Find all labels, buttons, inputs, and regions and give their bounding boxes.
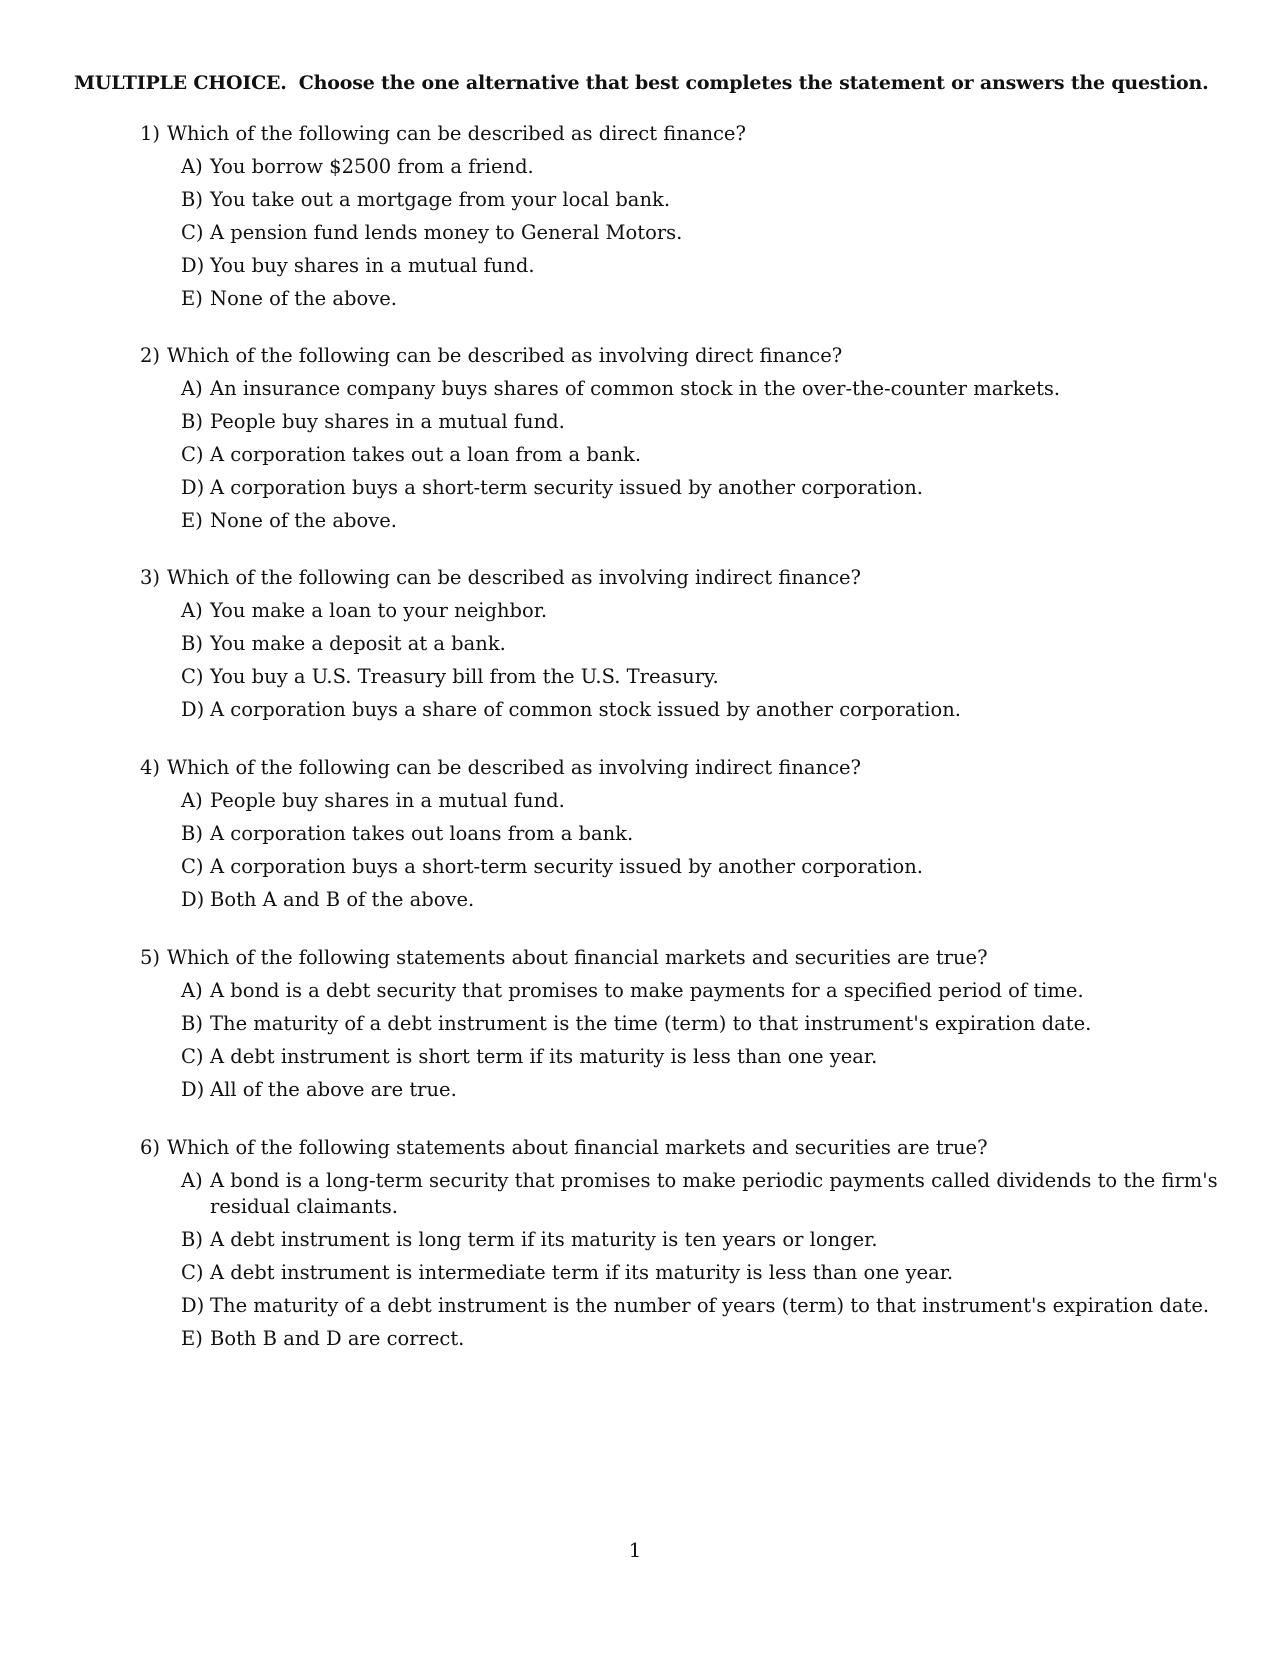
choice-letter: B) bbox=[181, 1012, 203, 1035]
choice-letter: E) bbox=[181, 509, 203, 532]
question-number: 5) bbox=[140, 946, 161, 969]
choice-letter: E) bbox=[181, 1327, 203, 1350]
choice-5d bbox=[181, 1078, 1140, 1102]
question-number: 1) bbox=[140, 122, 161, 145]
choice-letter: C) bbox=[181, 1045, 204, 1068]
choice-text: Both B and D are correct. bbox=[210, 1327, 465, 1350]
question-1 bbox=[140, 122, 1140, 311]
question-text: Which of the following can be described as involving indirect finance? bbox=[167, 566, 861, 589]
choice-text: You make a deposit at a bank. bbox=[210, 632, 506, 655]
choice-2e bbox=[181, 509, 1140, 533]
choice-text: None of the above. bbox=[210, 287, 397, 310]
choice-text: A debt instrument is intermediate term if its maturity is less than one year. bbox=[210, 1261, 954, 1284]
choice-letter: A) bbox=[181, 1169, 203, 1192]
choice-5b bbox=[181, 1012, 1140, 1036]
choice-text: People buy shares in a mutual fund. bbox=[210, 410, 565, 433]
choice-text: All of the above are true. bbox=[210, 1078, 457, 1101]
choice-text: You take out a mortgage from your local bank. bbox=[210, 188, 671, 211]
choice-1d bbox=[181, 254, 1140, 278]
choice-letter: B) bbox=[181, 188, 203, 211]
question-text: Which of the following statements about financial markets and securities are true? bbox=[167, 1136, 988, 1159]
choice-2c bbox=[181, 443, 1140, 467]
choice-text: You buy shares in a mutual fund. bbox=[210, 254, 535, 277]
header-instruction: Choose the one alternative that best completes the statement or answers the question. bbox=[298, 72, 1209, 94]
choice-6e bbox=[181, 1327, 1140, 1351]
choice-text: A corporation takes out a loan from a bank. bbox=[210, 443, 642, 466]
choice-letter: A) bbox=[181, 599, 203, 622]
choice-text: You make a loan to your neighbor. bbox=[210, 599, 548, 622]
choice-6a bbox=[181, 1169, 1218, 1193]
choice-3c bbox=[181, 665, 1140, 689]
choice-letter: B) bbox=[181, 1228, 203, 1251]
choice-text: A corporation buys a short-term security issued by another corporation. bbox=[210, 476, 923, 499]
choice-letter: C) bbox=[181, 443, 204, 466]
choice-letter: C) bbox=[181, 855, 204, 878]
choice-6a-continuation bbox=[181, 1195, 1140, 1219]
choice-text: A corporation takes out loans from a bank. bbox=[210, 822, 634, 845]
choice-5c bbox=[181, 1045, 1140, 1069]
choice-letter: E) bbox=[181, 287, 203, 310]
choice-3d bbox=[181, 698, 1140, 722]
choice-text: An insurance company buys shares of common stock in the over-the-counter markets. bbox=[210, 377, 1061, 400]
choice-text: A debt instrument is long term if its maturity is ten years or longer. bbox=[210, 1228, 878, 1251]
choice-letter: A) bbox=[181, 155, 203, 178]
question-text: Which of the following can be described as involving direct finance? bbox=[167, 344, 843, 367]
choice-text: A corporation buys a short-term security issued by another corporation. bbox=[210, 855, 923, 878]
question-number: 4) bbox=[140, 756, 161, 779]
question-text: Which of the following can be described as involving indirect finance? bbox=[167, 756, 861, 779]
question-2 bbox=[140, 344, 1140, 533]
choice-5a bbox=[181, 979, 1140, 1003]
question-3 bbox=[140, 566, 1140, 722]
choice-1c bbox=[181, 221, 1140, 245]
choice-text: A corporation buys a share of common stock issued by another corporation. bbox=[210, 698, 961, 721]
choice-4a bbox=[181, 789, 1140, 813]
header-lead: MULTIPLE CHOICE. bbox=[74, 72, 287, 94]
choice-2a bbox=[181, 377, 1140, 401]
choice-letter: B) bbox=[181, 410, 203, 433]
question-number: 3) bbox=[140, 566, 161, 589]
choice-letter: B) bbox=[181, 822, 203, 845]
choice-letter: C) bbox=[181, 665, 204, 688]
choice-3b bbox=[181, 632, 1140, 656]
choice-text: You buy a U.S. Treasury bill from the U.S. Treasury. bbox=[210, 665, 719, 688]
choice-text: residual claimants. bbox=[210, 1195, 398, 1218]
choice-letter: C) bbox=[181, 1261, 204, 1284]
choice-text: The maturity of a debt instrument is the time (term) to that instrument's expiration date. bbox=[210, 1012, 1092, 1035]
choice-text: The maturity of a debt instrument is the number of years (term) to that instrument's expiration date. bbox=[210, 1294, 1210, 1317]
choice-4d bbox=[181, 888, 1140, 912]
question-6 bbox=[140, 1136, 1218, 1351]
question-5 bbox=[140, 946, 1140, 1102]
choice-4c bbox=[181, 855, 1140, 879]
choice-text: A bond is a debt security that promises to make payments for a specified period of time. bbox=[210, 979, 1084, 1002]
choice-1a bbox=[181, 155, 1140, 179]
choice-letter: A) bbox=[181, 789, 203, 812]
choice-letter: D) bbox=[181, 1078, 205, 1101]
choice-4b bbox=[181, 822, 1140, 846]
choice-2b bbox=[181, 410, 1140, 434]
page-number: 1 bbox=[628, 1538, 642, 1562]
choice-text: A pension fund lends money to General Motors. bbox=[210, 221, 683, 244]
question-number: 6) bbox=[140, 1136, 161, 1159]
choice-letter: D) bbox=[181, 476, 205, 499]
question-text: Which of the following statements about financial markets and securities are true? bbox=[167, 946, 988, 969]
choice-text: None of the above. bbox=[210, 509, 397, 532]
choice-letter: B) bbox=[181, 632, 203, 655]
question-4 bbox=[140, 756, 1140, 912]
choice-letter: D) bbox=[181, 254, 205, 277]
choice-text: Both A and B of the above. bbox=[210, 888, 475, 911]
choice-letter: D) bbox=[181, 888, 205, 911]
choice-text: A debt instrument is short term if its maturity is less than one year. bbox=[210, 1045, 878, 1068]
choice-6d bbox=[181, 1294, 1210, 1318]
choice-1e bbox=[181, 287, 1140, 311]
choice-letter: A) bbox=[181, 377, 203, 400]
choice-letter: D) bbox=[181, 698, 205, 721]
choice-text: You borrow $2500 from a friend. bbox=[210, 155, 534, 178]
choice-letter: C) bbox=[181, 221, 204, 244]
question-text: Which of the following can be described as direct finance? bbox=[167, 122, 746, 145]
question-number: 2) bbox=[140, 344, 161, 367]
choice-text: A bond is a long-term security that promises to make periodic payments called dividends to the firm's bbox=[210, 1169, 1218, 1192]
choice-1b bbox=[181, 188, 1140, 212]
choice-letter: D) bbox=[181, 1294, 205, 1317]
choice-letter: A) bbox=[181, 979, 203, 1002]
section-header bbox=[74, 72, 1209, 94]
choice-3a bbox=[181, 599, 1140, 623]
choice-2d bbox=[181, 476, 1140, 500]
choice-6c bbox=[181, 1261, 1140, 1285]
choice-6b bbox=[181, 1228, 1140, 1252]
choice-text: People buy shares in a mutual fund. bbox=[210, 789, 565, 812]
